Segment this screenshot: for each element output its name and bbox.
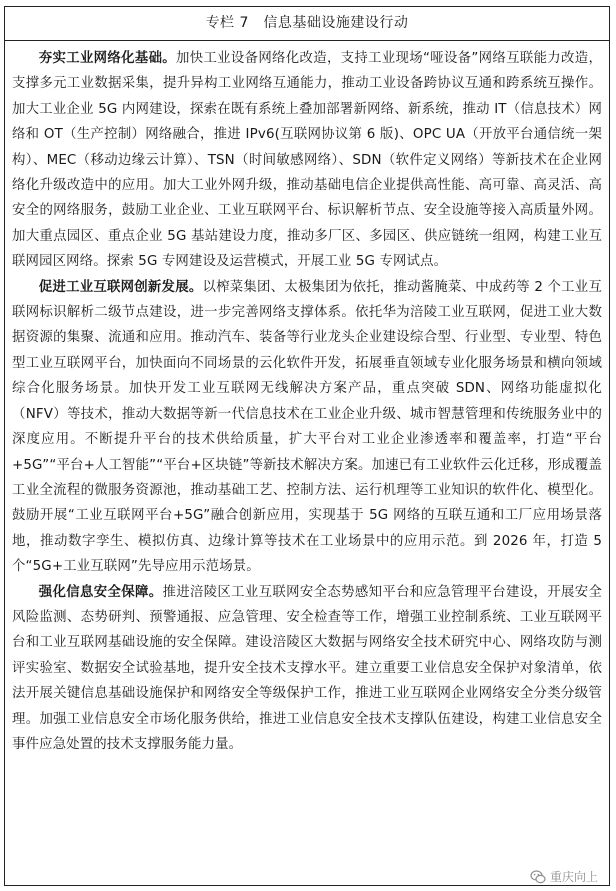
paragraph-heading: 夯实工业网络化基础。 — [38, 51, 177, 66]
paragraph-heading: 强化信息安全保障。 — [38, 584, 163, 600]
column-title: 专栏 7 信息基础设施建设行动 — [5, 7, 609, 41]
watermark-text: 重庆向上 — [549, 870, 598, 884]
paragraph-text: 加快工业设备网络化改造，支持工业现场“哑设备”网络互联能力改造，支撑多元工业数据采集，提升异构工业网络互通能力，推动工业设备跨协议互通和跨系统互操作。加大工业企业 5G 内网建设，探索在既有系统上叠加部署新网络、新系统，推动 IT（信息技术）网络和 OT（生产控制）网络融合，推进 IPv6(互联网协议第 6 版)、OPC UA（开放平台通信统一架构）、MEC（移动边缘云计算）、TSN（时间敏感网络）、SDN（软件定义网络）等新技术在企业网络化升级改造中的应用。加大工业外网升级，推动基础电信企业提供高性能、高可靠、高灵活、高安全的网络服务，鼓励工业企业、工业互联网平台、标识解析节点、安全设施等接入高质量外网。加大重点园区、重点企业 5G 基站建设力度，推动多厂区、多园区、供应链统一组网，构建工业互联网园区网络。探索 5G 专网建设及运营模式，开展工业 5G 专网试点。 — [12, 51, 602, 270]
wechat-icon — [530, 869, 546, 885]
column-box — [4, 6, 610, 886]
paragraph-text: 推进涪陵区工业互联网安全态势感知平台和应急管理平台建设，开展安全风险监测、态势研判、预警通报、应急管理、安全检查等工作，增强工业控制系统、工业互联网平台和工业互联网基础设施的安全保障。建设涪陵区大数据与网络安全技术研究中心、网络攻防与测评实验室、数据安全试验基地，提升安全技术支撑水平。建立重要工业信息安全保护对象清单，依法开展关键信息基础设施保护和网络安全等级保护工作，推进工业互联网企业网络安全分类分级管理。加强工业信息安全市场化服务供给，推进工业信息安全技术支撑队伍建设，构建工业信息安全事件应急处置的技术支撑服务能力量。 — [12, 584, 602, 752]
paragraph-industrial-internet — [12, 275, 602, 580]
paragraph-network-foundation — [12, 46, 602, 275]
watermark — [530, 868, 598, 885]
paragraph-text: 以榨菜集团、太极集团为依托，推动酱腌菜、中成药等 2 个工业互联网标识解析二级节点建设，进一步完善网络支撑体系。依托华为涪陵工业互联网，促进工业大数据资源的集聚、流通和应用。推动汽车、装备等行业龙头企业建设综合型、行业型、专业型、特色型工业互联网平台，加快面向不同场景的云化软件开发，拓展垂直领域专业化服务场景和横向领域综合化服务场景。加快开发工业互联网无线解决方案产品，重点突破 SDN、网络功能虚拟化（NFV）等技术，推动大数据等新一代信息技术在工业企业升级、城市智慧管理和传统服务业中的深度应用。不断提升平台的技术供给质量，扩大平台对工业企业渗透率和覆盖率，打造“平台+5G”“平台+人工智能”“平台+区块链”等新技术解决方案。加速已有工业软件云化迁移，形成覆盖工业全流程的微服务资源池，推动基础工艺、控制方法、运行机理等工业知识的软件化、模型化。鼓励开展“工业互联网平台+5G”融合创新应用，实现基于 5G 网络的互联互通和工厂应用场景落地，推动数字孪生、模拟仿真、边缘计算等技术在工业场景中的应用示范。到 2026 年，打造 5 个“5G+工业互联网”先导应用示范场景。 — [12, 279, 602, 575]
paragraph-heading: 促进工业互联网创新发展。 — [38, 279, 203, 295]
paragraph-information-security — [12, 580, 602, 758]
column-body — [5, 41, 609, 757]
